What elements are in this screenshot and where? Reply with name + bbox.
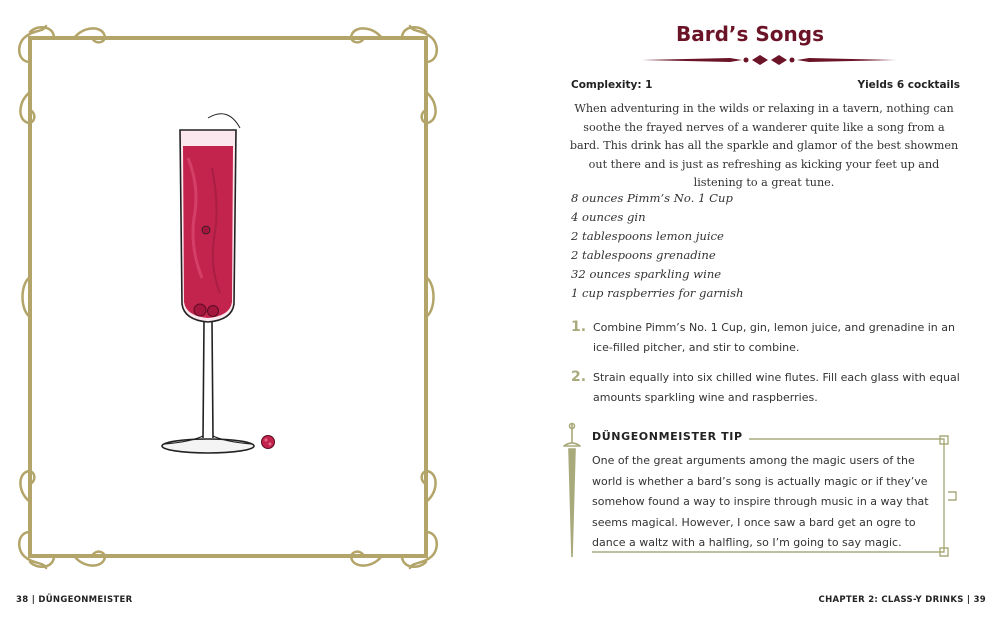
step-item	[571, 368, 961, 407]
tip-text: One of the great arguments among the magic users of the world is whether a bard’s song is actually magic or if they’ve somehow found a way to inspire through music in a way that seems magical. However, I once saw a bard get an ogre to dance a waltz with a halfling, so I’m going to say magic.	[592, 454, 929, 549]
step-text: Combine Pimm’s No. 1 Cup, gin, lemon juice, and grenadine in an ice-filled pitcher, and stir to combine.	[593, 321, 955, 354]
sword-icon	[562, 422, 582, 560]
ingredient-list	[571, 189, 744, 303]
tip-box	[562, 422, 966, 562]
page-folio-right: CHAPTER 2: CLASS-Y DRINKS | 39	[818, 595, 986, 605]
step-item	[571, 318, 961, 357]
right-page	[500, 0, 1000, 625]
ingredient-item: 8 ounces Pimm’s No. 1 Cup	[571, 191, 733, 205]
ingredient-item: 2 tablespoons lemon juice	[571, 229, 724, 243]
step-number: 2.	[571, 369, 587, 385]
recipe-intro: When adventuring in the wilds or relaxing in a tavern, nothing can soothe the frayed nerves of a wanderer quite like a song from a bard. This drink has all the sparkle and glamor of the best showmen out there and is just as refreshing as kicking your feet up and listening to a great tune.	[569, 102, 959, 189]
title-divider	[642, 52, 897, 66]
ingredient-item: 2 tablespoons grenadine	[571, 248, 716, 262]
champagne-flute-icon	[150, 108, 290, 468]
step-list	[571, 318, 961, 418]
recipe-meta	[571, 79, 960, 91]
recipe-title: Bard’s Songs	[676, 22, 824, 46]
page-folio-left: 38 | DÜNGEONMEISTER	[16, 595, 133, 605]
yield-label: Yields 6 cocktails	[857, 79, 960, 91]
ingredient-item: 1 cup raspberries for garnish	[571, 286, 744, 300]
ingredient-item: 4 ounces gin	[571, 210, 646, 224]
complexity-label: Complexity: 1	[571, 79, 653, 91]
step-text: Strain equally into six chilled wine flutes. Fill each glass with equal amounts sparkling wine and raspberries.	[593, 371, 960, 404]
ingredient-item: 32 ounces sparkling wine	[571, 267, 722, 281]
step-number: 1.	[571, 319, 587, 335]
tip-heading: DÜNGEONMEISTER TIP	[592, 430, 749, 443]
